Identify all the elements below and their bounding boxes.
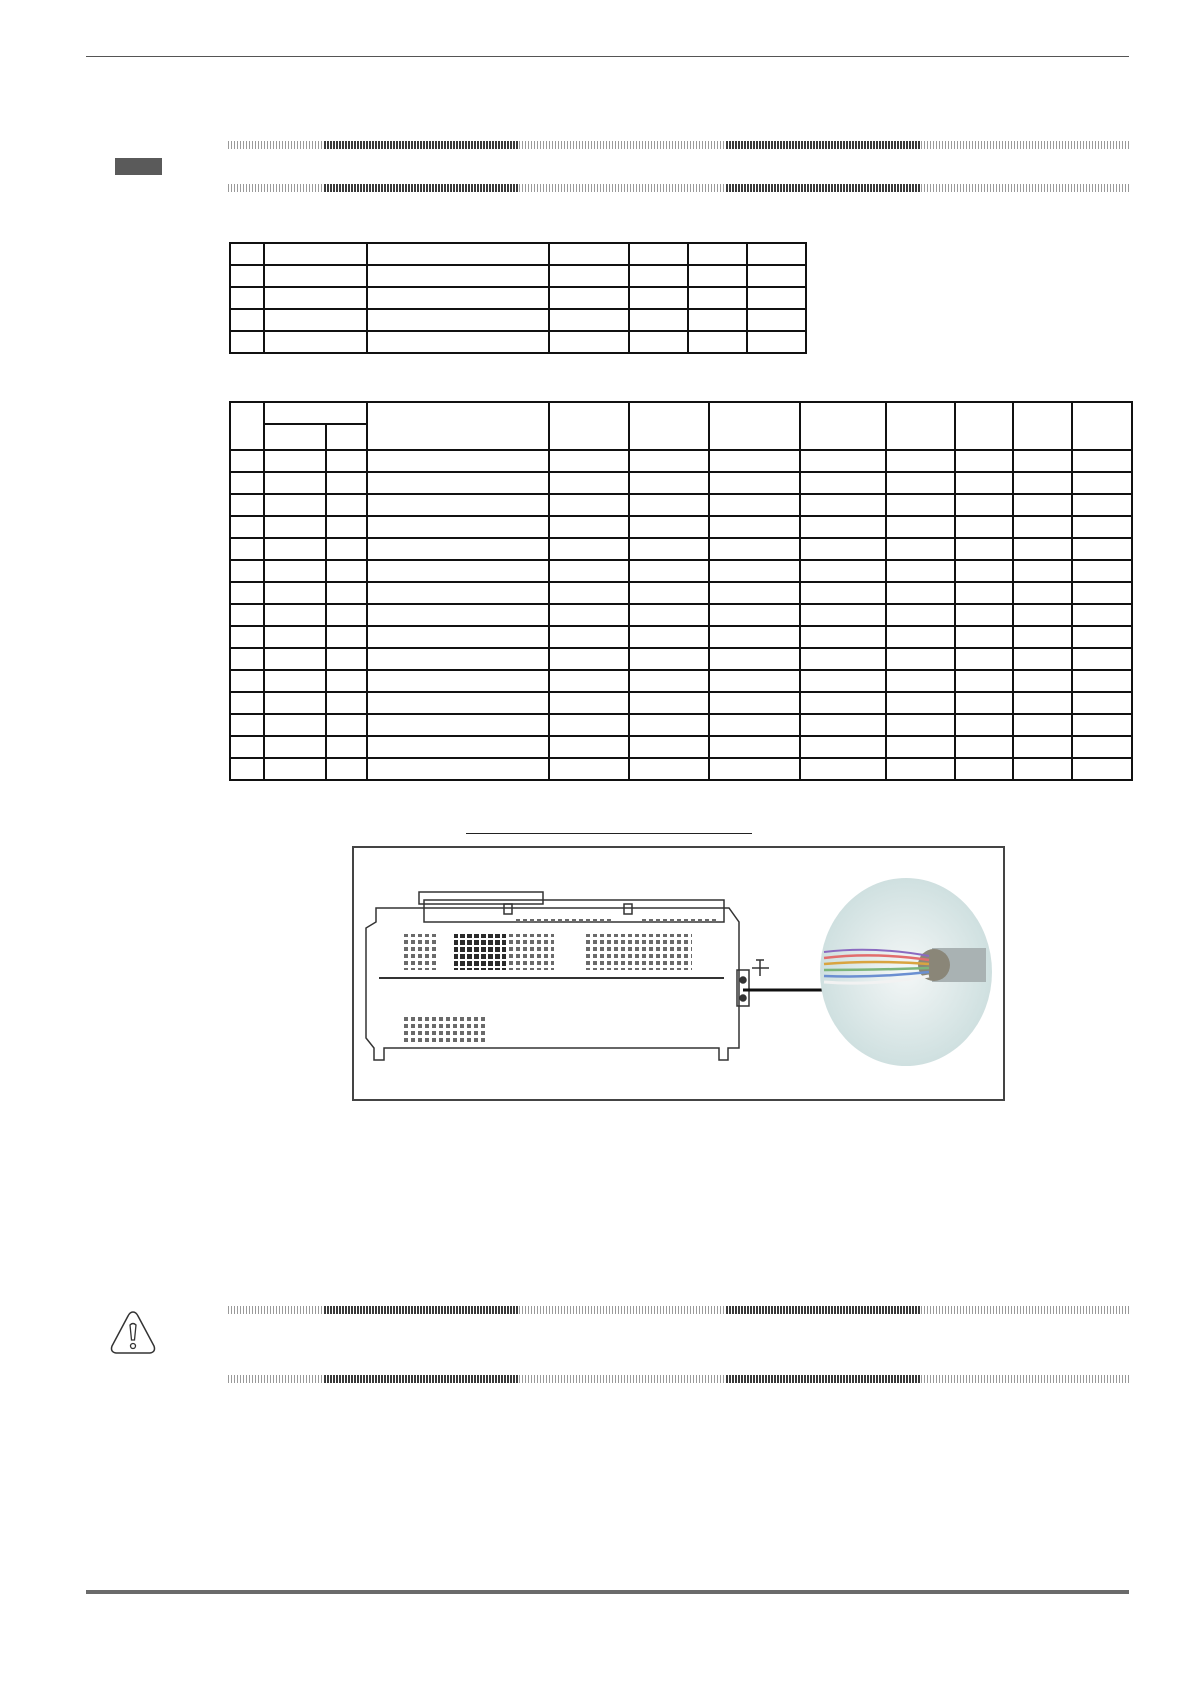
connector-strip [639, 918, 719, 926]
table-row [230, 758, 1132, 780]
table-row [230, 472, 1132, 494]
table-1 [229, 242, 807, 354]
cable-close-up [820, 878, 992, 1066]
table-row [230, 626, 1132, 648]
table-row [230, 538, 1132, 560]
figure-frame [352, 846, 1005, 1101]
note-top-border [228, 141, 1129, 149]
vent-grille [509, 934, 554, 970]
table-row [230, 736, 1132, 758]
connector-strip [516, 918, 611, 926]
ground-clamp [737, 960, 769, 1006]
warning-icon [108, 1308, 158, 1358]
table-row [230, 714, 1132, 736]
table-row [230, 309, 806, 331]
table-2 [229, 401, 1133, 781]
table-row [230, 287, 806, 309]
figure-illustration [354, 848, 1003, 1099]
table-row [230, 582, 1132, 604]
figure-caption-underline [466, 833, 752, 834]
table-row [230, 604, 1132, 626]
table-row [230, 494, 1132, 516]
vent-grille [454, 934, 506, 970]
footer-rule [86, 1590, 1129, 1594]
vent-grille [584, 934, 692, 970]
table-row [230, 670, 1132, 692]
note-label-box [115, 158, 162, 175]
table-row [230, 265, 806, 287]
note-bottom-border [228, 184, 1129, 192]
table-row [230, 692, 1132, 714]
vent-grille [402, 934, 438, 970]
warning-bottom-border [228, 1375, 1129, 1383]
table-row [230, 450, 1132, 472]
table-row [230, 331, 806, 353]
warning-top-border [228, 1306, 1129, 1314]
table-row [230, 648, 1132, 670]
header-rule [86, 56, 1129, 57]
table-header-row [230, 402, 1132, 424]
table-row [230, 243, 806, 265]
table-row [230, 560, 1132, 582]
vent-grille [402, 1014, 488, 1042]
table-row [230, 516, 1132, 538]
